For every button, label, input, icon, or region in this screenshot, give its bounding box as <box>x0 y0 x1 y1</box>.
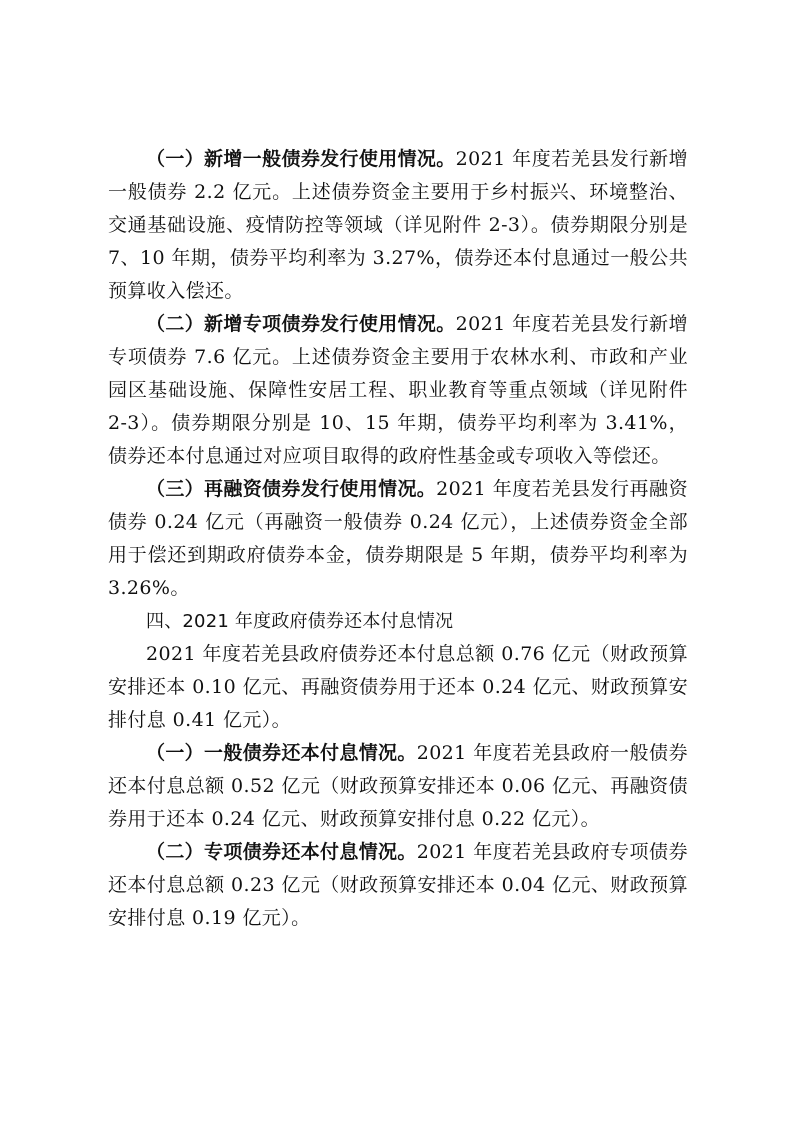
document-body <box>108 143 688 935</box>
paragraph-new-special-bonds <box>108 308 688 473</box>
section-heading-text: 四、2021 年度政府债券还本付息情况 <box>146 611 454 632</box>
paragraph-lead: （一）新增一般债券发行使用情况。 <box>146 148 456 170</box>
paragraph-lead: （三）再融资债券发行使用情况。 <box>146 478 437 500</box>
paragraph-text: 2021 年度若羌县政府债券还本付息总额 0.76 亿元（财政预算安排还本 0.10 亿元、再融资债券用于还本 0.24 亿元、财政预算安排付息 0.41 亿元）。 <box>108 643 688 731</box>
paragraph-lead: （二）新增专项债券发行使用情况。 <box>146 313 456 335</box>
paragraph-text: 2021 年度若羌县政府一般债券还本付息总额 0.52 亿元（财政预算安排还本 0.06 亿元、再融资债券用于还本 0.24 亿元、财政预算安排付息 0.22 亿元）。 <box>108 742 688 830</box>
paragraph-lead: （一）一般债券还本付息情况。 <box>146 742 417 764</box>
section-heading-repayment <box>108 605 688 638</box>
paragraph-refinancing-bonds <box>108 473 688 605</box>
paragraph-lead: （二）专项债券还本付息情况。 <box>146 841 417 863</box>
paragraph-text: 2021 年度若羌县发行新增一般债券 2.2 亿元。上述债券资金主要用于乡村振兴、环境整治、交通基础设施、疫情防控等领域（详见附件 2-3）。债券期限分别是 7、10 年期，债券平均利率为 3.27%，债券还本付息通过一般公共预算收入偿还。 <box>108 148 689 302</box>
paragraph-general-bond-repayment <box>108 737 688 836</box>
paragraph-repayment-total <box>108 638 688 737</box>
paragraph-text: 2021 年度若羌县发行再融资债券 0.24 亿元（再融资一般债券 0.24 亿元），上述债券资金全部用于偿还到期政府债券本金，债券期限是 5 年期，债券平均利率为 3.26%。 <box>108 478 688 599</box>
paragraph-new-general-bonds <box>108 143 688 308</box>
paragraph-special-bond-repayment <box>108 836 688 935</box>
paragraph-text: 2021 年度若羌县政府专项债券还本付息总额 0.23 亿元（财政预算安排还本 0.04 亿元、财政预算安排付息 0.19 亿元）。 <box>108 841 688 929</box>
paragraph-text: 2021 年度若羌县发行新增专项债券 7.6 亿元。上述债券资金主要用于农林水利、市政和产业园区基础设施、保障性安居工程、职业教育等重点领域（详见附件 2-3）。债券期限分别是 10、15 年期，债券平均利率为 3.41%，债券还本付息通过对应项目取得的政府性基金或专项收入等偿还。 <box>108 313 689 467</box>
